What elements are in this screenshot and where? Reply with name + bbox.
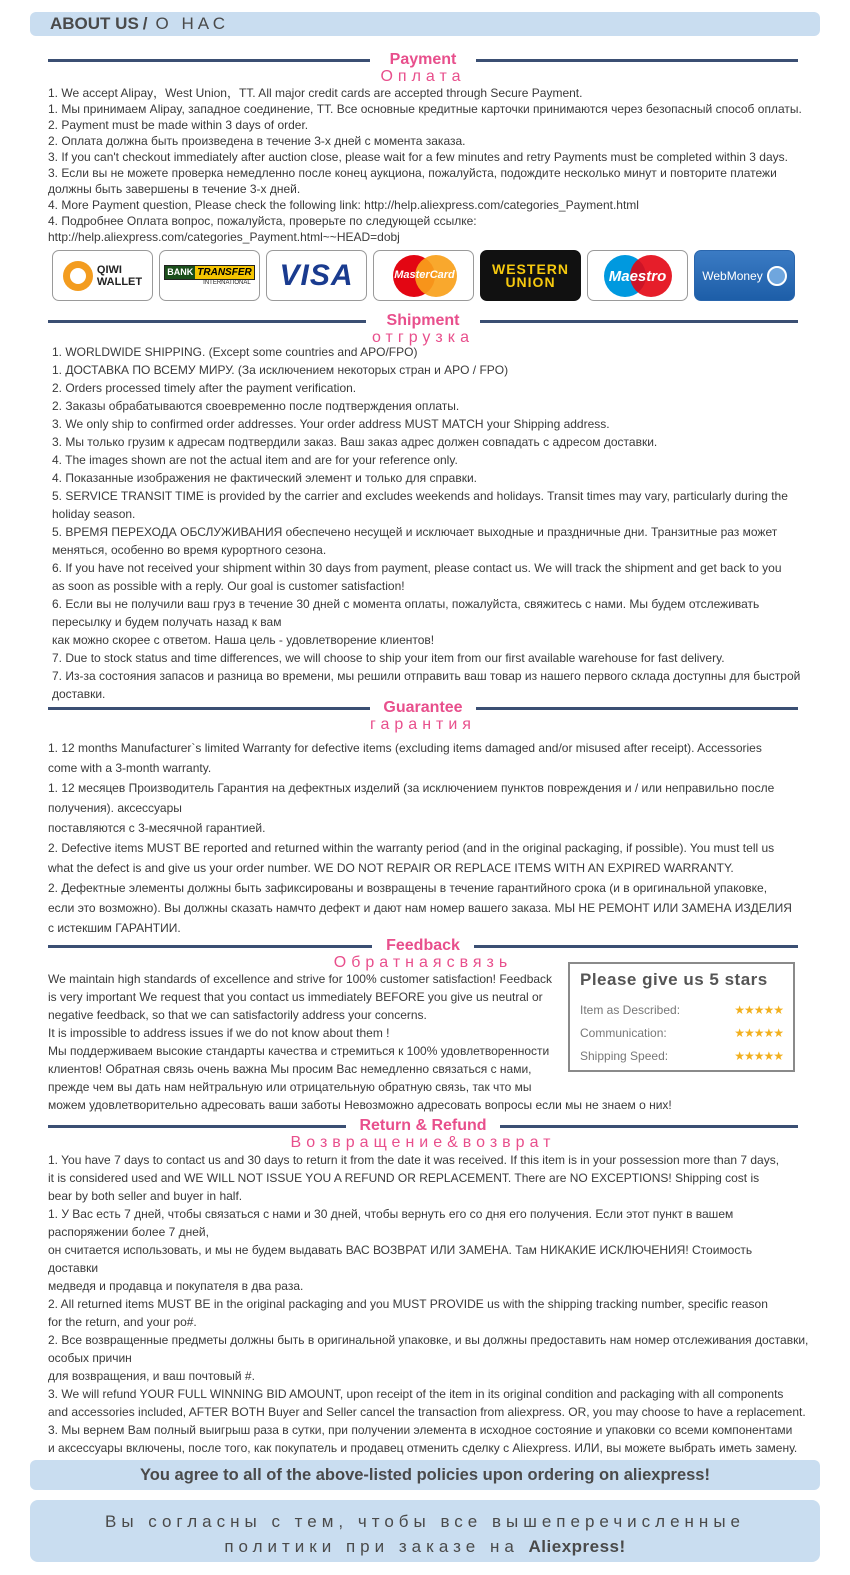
feedback-line: negative feedback, so that we can satisfactorily address your concerns. bbox=[48, 1008, 427, 1022]
mastercard-logo: MasterCard bbox=[373, 250, 474, 301]
agreement-banner-en: You agree to all of the above-listed policies upon ordering on aliexpress! bbox=[30, 1460, 820, 1490]
star-rating-icon: ★★★★★ bbox=[734, 1002, 783, 1017]
shipment-line: меняться, особенно во время курортного сезона. bbox=[52, 543, 327, 557]
rating-request-box bbox=[568, 962, 795, 1072]
return-line: доставки bbox=[48, 1261, 99, 1275]
payment-logos bbox=[52, 250, 795, 301]
star-rating-icon: ★★★★★ bbox=[734, 1048, 783, 1063]
return-line: и аксессуары включены, после того, как покупатель и продавец отменить сделку с Aliexpress. ИЛИ, вы можете выбрать иметь замену. bbox=[48, 1441, 798, 1455]
rating-row-shipping-speed: Shipping Speed: ★★★★★ bbox=[580, 1048, 783, 1063]
guarantee-line: 2. Defective items MUST BE reported and returned within the warranty period (and in the original packaging, if possible). You must tell us bbox=[48, 841, 775, 855]
star-rating-icon: ★★★★★ bbox=[734, 1025, 783, 1040]
shipment-line: 7. Due to stock status and time differences, we will choose to ship your item from our first available warehouse for fast delivery. bbox=[52, 651, 725, 665]
return-line: для возвращения, и ваш почтовый #. bbox=[48, 1369, 255, 1383]
return-refund-text bbox=[48, 1151, 818, 1457]
return-line: 2. All returned items MUST BE in the original packaging and you MUST PROVIDE us with the shipping tracking number, specific reason bbox=[48, 1297, 768, 1311]
rating-row-item-described: Item as Described: ★★★★★ bbox=[580, 1002, 783, 1017]
webmoney-globe-icon bbox=[767, 266, 787, 286]
payment-line: http://help.aliexpress.com/categories_Payment.html~~HEAD=dobj bbox=[48, 230, 400, 244]
aliexpress-brand-text: Aliexpress! bbox=[528, 1537, 626, 1556]
guarantee-line: 1. 12 months Manufacturer`s limited Warranty for defective items (excluding items damaged and/or misused after receipt). Accessories bbox=[48, 741, 762, 755]
feedback-heading-ru: Обратнаясвязь bbox=[333, 954, 513, 971]
payment-line: 3. Если вы не можете проверка немедленно после конец аукциона, пожалуйста, подождите несколько минут и повторите платежи bbox=[48, 166, 777, 180]
return-line: особых причин bbox=[48, 1351, 132, 1365]
guarantee-line: если это возможно). Вы должны сказать намчто дефект и дают нам номер вашего заказа. МЫ НЕ РЕМОНТ ИЛИ ЗАМЕНА ИЗДЕЛИЯ bbox=[48, 901, 792, 915]
qiwi-icon bbox=[63, 261, 93, 291]
shipment-line: as soon as possible with a reply. Our goal is customer satisfaction! bbox=[52, 579, 405, 593]
return-heading-en: Return & Refund bbox=[359, 1117, 487, 1134]
shipment-line: 6. If you have not received your shipment within 30 days from payment, please contact us. We will track the shipment and get back to you bbox=[52, 561, 782, 575]
shipment-line: holiday season. bbox=[52, 507, 136, 521]
return-line: it is considered used and WE WILL NOT ISSUE YOU A REFUND OR REPLACEMENT. There are NO EXCEPTIONS! Shipping cost is bbox=[48, 1171, 760, 1185]
return-heading-ru: Возвращение&возврат bbox=[290, 1134, 556, 1151]
visa-logo: VISA bbox=[266, 250, 367, 301]
shipment-heading bbox=[48, 313, 798, 347]
return-line: 3. Мы вернем Вам полный выигрыш раза в сутки, при получении элемента в исходное состояние и упаковки со всеми компонентами bbox=[48, 1423, 793, 1437]
payment-line: должны быть завершены в течение 3-х дней. bbox=[48, 182, 301, 196]
payment-line: 2. Оплата должна быть произведена в течение 3-х дней с момента заказа. bbox=[48, 134, 466, 148]
payment-line: 1. Мы принимаем Alipay, западное соединение, TT. Все основные кредитные карточки принимаются через безопасный способ оплаты. bbox=[48, 102, 802, 116]
guarantee-line: come with a 3-month warranty. bbox=[48, 761, 212, 775]
rating-row-communication: Communication: ★★★★★ bbox=[580, 1025, 783, 1040]
return-line: bear by both seller and buyer in half. bbox=[48, 1189, 243, 1203]
shipment-line: пересылку и будем получать назад к вам bbox=[52, 615, 282, 629]
shipment-line: 2. Заказы обрабатываются своевременно после подтверждения оплаты. bbox=[52, 399, 460, 413]
feedback-line: We maintain high standards of excellence and strive for 100% customer satisfaction! Feedback bbox=[48, 972, 553, 986]
guarantee-line: what the defect is and give us your order number. WE DO NOT REPAIR OR REPLACE ITEMS WITH AN EXPIRED WARRANTY. bbox=[48, 861, 734, 875]
payment-heading-en: Payment bbox=[389, 51, 457, 68]
payment-heading bbox=[48, 52, 798, 86]
guarantee-line: 2. Дефектные элементы должны быть зафиксированы и возвращены в течение гарантийного срока (и в оригинальной упаковке, bbox=[48, 881, 768, 895]
feedback-line: It is impossible to address issues if we do not know about them ! bbox=[48, 1026, 390, 1040]
return-line: 2. Все возвращенные предметы должны быть в оригинальной упаковке, и вы должны предоставить нам номер отслеживания доставки, bbox=[48, 1333, 809, 1347]
guarantee-line: с истекшим ГАРАНТИИ. bbox=[48, 921, 181, 935]
shipment-line: 4. Показанные изображения не фактический элемент и только для справки. bbox=[52, 471, 477, 485]
guarantee-line: 1. 12 месяцев Производитель Гарантия на дефектных изделий (за исключением пунктов повреждения и / или неправильно после bbox=[48, 781, 775, 795]
agreement-banner-ru: Вы согласны с тем, чтобы все вышеперечисленные политики при заказе на Aliexpress! bbox=[30, 1500, 820, 1562]
shipment-line: как можно скорее с ответом. Наша цель - удовлетворение клиентов! bbox=[52, 633, 435, 647]
feedback-heading-en: Feedback bbox=[386, 937, 460, 954]
webmoney-logo: WebMoney bbox=[694, 250, 795, 301]
shipment-text bbox=[52, 343, 822, 703]
shipment-line: 1. WORLDWIDE SHIPPING. (Except some countries and APO/FPO) bbox=[52, 345, 418, 359]
about-us-title-en: ABOUT US bbox=[50, 14, 139, 33]
shipment-line: 1. ДОСТАВКА ПО ВСЕМУ МИРУ. (За исключением некоторых стран и APO / FPO) bbox=[52, 363, 509, 377]
return-line: and accessories included, AFTER BOTH Buyer and Seller cancel the transaction from aliexpress. OR, you may choose to have a replacement. bbox=[48, 1405, 806, 1419]
feedback-line: можем удовлетворительно адресовать ваши заботы Невозможно адресовать вопросы если мы не знаем о них! bbox=[48, 1098, 672, 1112]
shipment-line: 5. SERVICE TRANSIT TIME is provided by the carrier and excludes weekends and holidays. Transit times may vary, particularly during the bbox=[52, 489, 788, 503]
feedback-line: is very important We request that you contact us immediately BEFORE you give us neutral or bbox=[48, 990, 543, 1004]
about-us-title-ru: О НАС bbox=[155, 14, 229, 33]
maestro-logo: Maestro bbox=[587, 250, 688, 301]
shipment-line: доставки. bbox=[52, 687, 106, 701]
feedback-line: прежде чем вы дать нам нейтральную или отрицательную обратную связь, так что мы bbox=[48, 1080, 532, 1094]
shipment-line: 7. Из-за состояния запасов и разница во времени, мы решили отправить ваш товар из нашего первого склада доступны для быстрой bbox=[52, 669, 801, 683]
guarantee-line: поставляются с 3-месячной гарантией. bbox=[48, 821, 266, 835]
return-line: медведя и продавца и покупателя в два раза. bbox=[48, 1279, 304, 1293]
return-line: 3. We will refund YOUR FULL WINNING BID AMOUNT, upon receipt of the item in its original condition and packaging with all components bbox=[48, 1387, 784, 1401]
return-line: 1. У Вас есть 7 дней, чтобы связаться с нами и 30 дней, чтобы вернуть его со дня его получения. Если этот пункт в вашем bbox=[48, 1207, 734, 1221]
payment-heading-ru: Оплата bbox=[380, 68, 466, 85]
payment-line: 1. We accept Alipay，West Union，TT. All major credit cards are accepted through Secure Payment. bbox=[48, 86, 583, 100]
return-line: распоряжении более 7 дней, bbox=[48, 1225, 209, 1239]
western-union-logo: WESTERN UNION bbox=[480, 250, 581, 301]
shipment-heading-en: Shipment bbox=[386, 312, 460, 329]
shipment-line: 2. Orders processed timely after the payment verification. bbox=[52, 381, 357, 395]
return-line: for the return, and your po#. bbox=[48, 1315, 197, 1329]
qiwi-wallet-logo: QIWI WALLET bbox=[52, 250, 153, 301]
about-us-header bbox=[30, 12, 820, 36]
return-refund-heading bbox=[48, 1118, 798, 1152]
guarantee-line: получения). аксессуары bbox=[48, 801, 182, 815]
return-line: 1. You have 7 days to contact us and 30 days to return it from the date it was received. If this item is in your possession more than 7 days, bbox=[48, 1153, 780, 1167]
payment-line: 4. More Payment question, Please check the following link: http://help.aliexpress.com/categories_Payment.html bbox=[48, 198, 639, 212]
shipment-line: 3. We only ship to confirmed order addresses. Your order address MUST MATCH your Shipping address. bbox=[52, 417, 610, 431]
guarantee-heading bbox=[48, 700, 798, 734]
header-separator: / bbox=[142, 14, 148, 33]
shipment-line: 5. ВРЕМЯ ПЕРЕХОДА ОБСЛУЖИВАНИЯ обеспечено несущей и исключает выходные и праздничные дни. Транзитные раз может bbox=[52, 525, 778, 539]
payment-line: 3. If you can't checkout immediately after auction close, please wait for a few minutes and retry Payments must be completed within 3 days. bbox=[48, 150, 788, 164]
feedback-line: клиентов! Обратная связь очень важна Мы просим Вас немедленно связаться с нами, bbox=[48, 1062, 532, 1076]
guarantee-text bbox=[48, 738, 818, 938]
guarantee-heading-ru: гарантия bbox=[370, 716, 476, 733]
payment-line: 2. Payment must be made within 3 days of order. bbox=[48, 118, 309, 132]
payment-line: 4. Подробнее Оплата вопрос, пожалуйста, проверьте по следующей ссылке: bbox=[48, 214, 477, 228]
shipment-heading-ru: отгрузка bbox=[371, 329, 474, 346]
shipment-line: 4. The images shown are not the actual item and are for your reference only. bbox=[52, 453, 458, 467]
payment-text bbox=[48, 85, 818, 245]
bank-transfer-logo: BANK TRANSFER INTERNATIONAL bbox=[159, 250, 260, 301]
return-line: он считается использовать, и мы не будем выдавать ВАС ВОЗВРАТ ИЛИ ЗАМЕНА. Там НИКАКИЕ ИСКЛЮЧЕНИЯ! Стоимость bbox=[48, 1243, 753, 1257]
guarantee-heading-en: Guarantee bbox=[383, 699, 463, 716]
feedback-line: Мы поддерживаем высокие стандарты качества и стремиться к 100% удовлетворенности bbox=[48, 1044, 550, 1058]
shipment-line: 6. Если вы не получили ваш груз в течение 30 дней с момента оплаты, пожалуйста, свяжитесь с нами. Мы будем отслеживать bbox=[52, 597, 760, 611]
rating-request-title: Please give us 5 stars bbox=[580, 970, 768, 989]
feedback-text bbox=[48, 970, 672, 1114]
shipment-line: 3. Мы только грузим к адресам подтвердили заказ. Ваш заказ адрес должен совпадать с адресом доставки. bbox=[52, 435, 658, 449]
